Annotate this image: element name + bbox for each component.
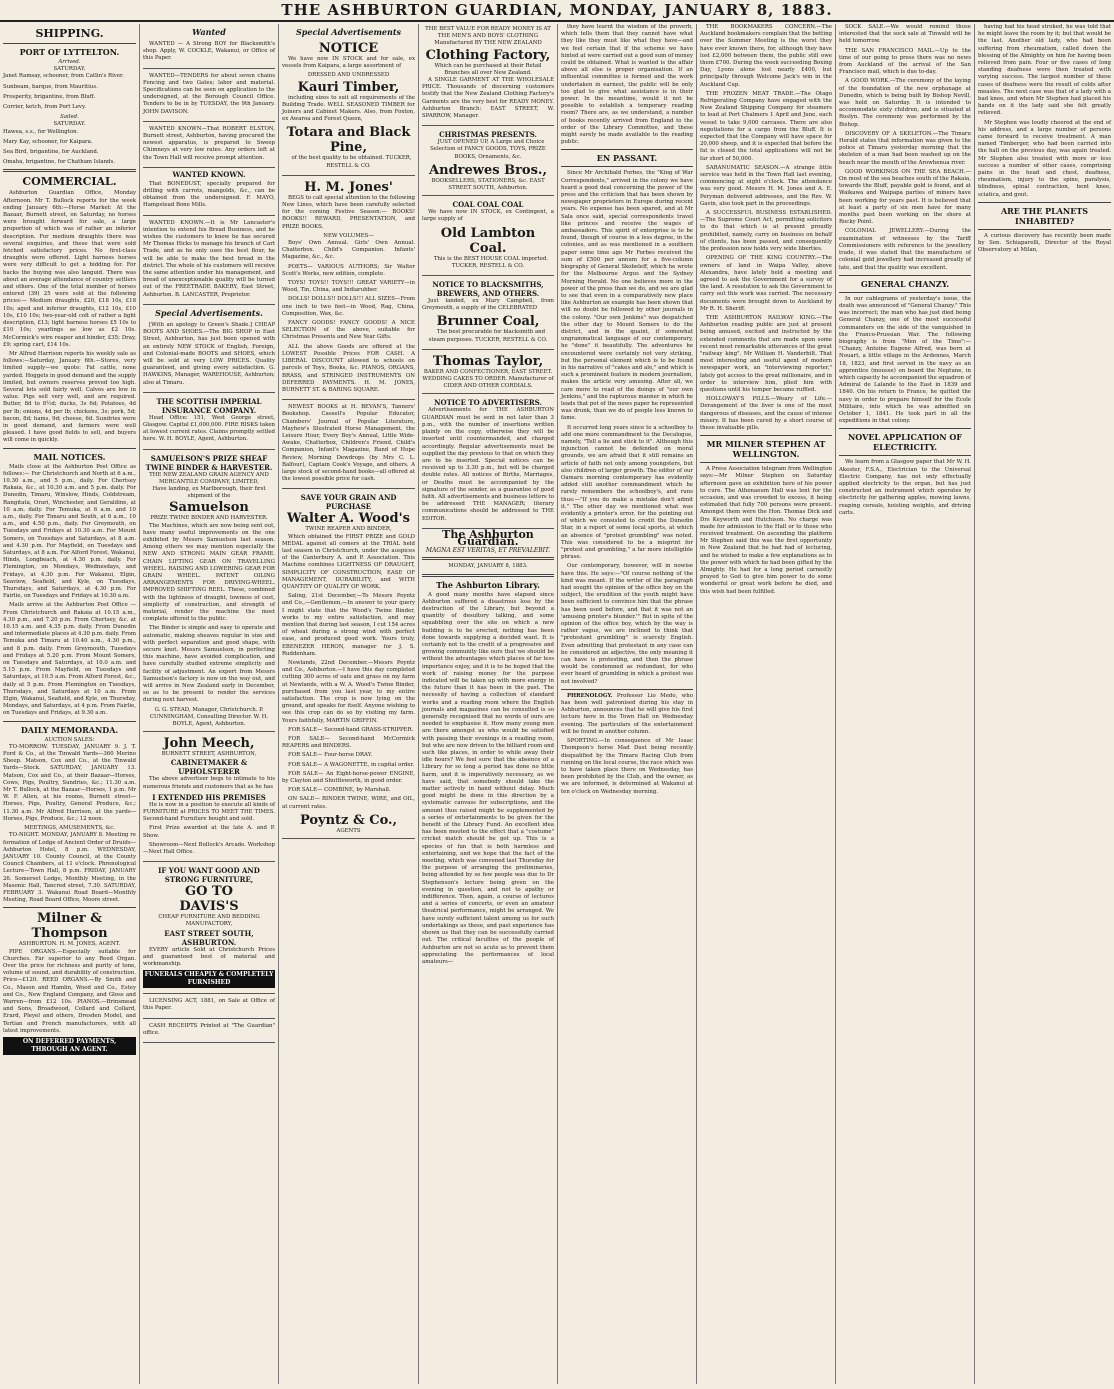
ad-coal: [422, 198, 554, 276]
ad-meech: [143, 734, 275, 862]
arrived-line: Prosperity, brigantine, from Bluff.: [3, 93, 96, 100]
ad-text: Boys' Own Annual. Girls' Own Annual. Chatterbox. Child's Companion. Infants' Magazine, &c., &c.: [282, 240, 415, 261]
news-item: GOOD WORKINGS ON THE SEA BEACH.—On most of the sea beaches south of the Rakaia, towards the Bluff, payable gold is found, and at Waikawa and Waipapa parties of miners have been working for years past. It is believed that at least a party of six men have for many months past been working on the shore at Rocky Point.: [839, 168, 971, 226]
news-item: OPENING OF THE KING COUNTRY.—The owners of land in Waipa Valley, above Alexandra, have lately held a meeting and agreed to ask the Government for a survey of the land. A resolution to ask the Government to carry out this work was carried. The necessary documents were brought down to Auckland by Mr R. H. Sheriff.: [700, 255, 832, 312]
for-sale-item: FOR SALE— Second-hand GRASS-STRIPPER.: [288, 726, 414, 733]
leader-text: A good many months have elapsed since Ashburton suffered a disastrous loss by the destruction of the Library, but beyond a quantity of desultory talking, and some squabbling over the site on which a new building is to be erected, nothing has been done towards supplying a decided want. It is certainly not to the credit of a progressive and growing community like ours that we should be without the advantages which places of far less importance enjoy, and it is to be hoped that the work of raising money for the purpose indicated will be taken up with more energy in the future than it has been in the past. The necessity of having a collection of standard works and a reading room where the English journals and magazines can be consulted is so generally recognised that no words of ours are needed to emphasise it. How many young men are there amongst us who would be satisfied with passing their evenings in a reading room, but who are now driven to the billiard room and such like places, in order to while away their idle hours? We feel sure that the absence of a Library for so long a period has done no little harm, and it is imperatively necessary, as we have said, that somebody should take the matter actively in hand without delay. Much good might be done in this direction by a systematic canvass for subscriptions, and the amount thus raised might be supplemented by a series of entertainments to be given for the benefit of the Library Fund. An excellent idea has been mooted to the effect that a "costume" cricket match should be got up. This is a species of fun that is both harmless and entertaining, and we hope that the fact of the meeting, which was convened last Thursday for the purpose of arranging the preliminaries, being attended by so few people was due to Dr Stephenson's lecture being given on the evening in question, and not to apathy or indifference. Then, again, a course of lectures and a series of concerts, or even an amateur theatrical performance, might be arranged. We have surely sufficient talent among us for such undertakings as these, and past experience has shown us that they can be successfully carried out. The critical faculties of the people of Ashburton are not so acute as to prevent them appreciating the performances of local amateurs—: [422, 591, 554, 965]
leader-heading: The Ashburton Library.: [436, 579, 540, 590]
en-passant-heading: EN PASSANT.: [596, 153, 658, 164]
samuelson-name: Samuelson: [169, 500, 249, 516]
ad-taylor: [422, 352, 554, 395]
davis-sub: CHEAP FURNITURE AND BEDDING MANUFACTORY,: [158, 914, 260, 928]
ad-text: That BONEDUST, specially prepared for drilling with carrots, mangolds, &c., can be obtained from the undersigned. F. MAYO, Hampstead Bone Mills.: [143, 180, 275, 209]
ad-bonedust: [143, 179, 275, 216]
jones-title: H. M. Jones': [304, 179, 393, 195]
en-passant-1: Since Mr Archibald Forbes, the "King of War Correspondents," arrived in the colony we have heard a good deal concerning the power of the press and the criticism that has been shown by newspaper proprietors in Europe during recent years. No expense has been spared, and at Mr Sala once said, special correspondents travel like princes and receive the wages of ambassadors. This spirit of enterprise is to be found, though of course in a less degree, in the colonies, and as was mentioned in a southern paper some time ago Mr Forbes received the sum of £500 per annum for a five-column biography of General Skobeleff, which he wrote for the Melbourne Argus and the Sydney Morning Herald. No one believes more in the power of the press than we do, and we are glad to see that even in a comparatively new place like Ashburton an example has been shown that will no doubt be followed by other journals in the colony. "Our own Jenkins" was despatched the other day to Mount Somers to do the district, and in the quaint, if somewhat ungrammatical language of our contemporary, he "done" it beautifully. The adventures he encountered were certainly not very striking, but the personal element which is to be found in his narrative of "cakes and ale," and which is such a prominent feature in modern journalism, makes the article very amusing. After all, we care more to read of the doings of "our own Jenkins," and the rapturous manner in which he leads that pot of the news paper he represented was drunk, than we do of people less known to fame.: [561, 170, 693, 422]
jones-volumes: NEW VOLUMES—: [323, 232, 374, 239]
ad-text: TOYS! TOYS!! TOYS!!! GREAT VARIETY—in Wood, Tin, China, and Indiarubber.: [282, 280, 415, 294]
motto: MAGNA EST VERITAS, ET PREVALEBIT.: [425, 547, 551, 555]
meech-addr: BURNETT STREET, ASHBURTON,: [161, 751, 257, 758]
ad-text: WANTED—TENDERS for about seven chains Fencing and two Gates; labor and material. Specifications can be seen on application to the undersigned, at the Borough Council Office. Tenders to be in by TUESDAY, the 9th January. JOHN DAVISON.: [143, 72, 275, 115]
davis-goto: GO TO: [185, 884, 233, 900]
meech-title: John Meech,: [163, 736, 255, 752]
ad-text: POETS— VARIOUS AUTHORS; Sir Walter Scott's Works, new edition, complete.: [282, 263, 415, 277]
wanted-known-heading: WANTED KNOWN.: [172, 169, 246, 179]
ad-samuelson: [143, 452, 275, 733]
ad-davis: [143, 864, 275, 994]
samuelson-sign: G. G. STEAD, Manager, Christchurch. P. CUNNINGHAM, Consulting Director. W. H. BOYLE, Agent, Ashburton.: [149, 706, 269, 728]
ad-text: DOLLS! DOLLS!! DOLLS!!! ALL SIZES—From one inch to two feet—in Wood, Rag, China, Composition, Wax, &c.: [282, 296, 415, 317]
ad-text: LICENSING ACT, 1881, on Sale at Office of this Paper.: [143, 998, 275, 1012]
sailed-line: Omaha, brigantine, for Chatham Islands.: [3, 159, 115, 166]
leader-continued: they have learnt the wisdom of the proverb, which tells them that they cannot have what they like they must like what they have—and we feel certain that if the scheme we have hinted at were carried out a good sum of money could be obtained. What is wanted is the affair above all else is proper organisation. If an influential committee is formed and the work undertaken in earnest, the public will be only too glad to give what assistance is in their power. In the meantime, would it not be possible to establish a temporary reading room? There are, as we understand, a number of books recently arrived from England to the order of the Library Committee, and these might surely be made available to the reading public.: [561, 24, 693, 146]
phrenology-text: Professor Lio Medo, who has been well patronised during his stay in Ashburton, announces that he will give his first lecture here in the Town Hall on Wednesday evening. The particulars of the entertainment will be found in another column.: [561, 692, 693, 735]
ad-licensing: [143, 996, 275, 1018]
stephen-text: A Press Association telegram from Wellington says:—Mr Milner Stephen on Saturday afternoon gave an exhibition here of his power to cure. The Athenaeum Hall was lent for the occasion, and was crowded to excess, it being estimated that fully 700 persons were present. Amongst them were the Hon. Thomas Dick and Drs Keyworth and Hutchison. No charge was made for admission to the Hall or to those who received treatment. On ascending the platform Mr Stephen said this was the first opportunity in New Zealand that he had had of lecturing, and he wished to make a few explanations as to the power with which he had been gifted by the Almighty. He had for a long period carnestly prayed to God to give him power to do some wonderful or great work before he died, and this wish had been fulfilled.: [700, 466, 832, 595]
chanzy-text: In our cablegrams of yesterday's issue, the death was announced of "General Chanzy." This was incorrect; the man who has just died being General Chanzy, one of the most successful commanders on the side of the vanquished in the Franco-Prussian War. The following biography is from "Men of the Time":— "Chanzy, Antoine Eugene Alfred, was born at Nouart, a little village in the Ardennes, March 18, 1823, and first served in the navy as an apprentice (mousse) on board the Neptune, in which capacity he accompanied the squadron of Admiral de Lalande to the East in 1839 and 1840. On his return to France, he quitted the navy in order to prepare himself for the Ecole Militaire, into which he was admitted on October 1, 1841. He took part in all the expeditions in that colony.: [839, 295, 971, 425]
news-item: SARANUMATIC SEASON.—A strange little service was held in the Town Hall last evening, commencing at eight o'clock. The attendance was very good. Messrs H. M. Jones and A. E. Peryman delivered addresses, and the Rev. W. Gavin, also took part in the proceedings.: [700, 164, 832, 207]
mail-closing: Mails close at the Ashburton Post Office as follows:— For Christchurch and North at 6 a.m., 10.30 a.m., and 5 p.m., daily. For Chertsey Rakaia, &c., at 10.30 a.m. and 5 p.m. daily. For Dunedin, Timaru, Winslow, Hinds, Coldstream, Rangitata, Orari, Winchester, and Geraldine, at 10 a.m. daily. For Temuka, at 6 a.m. and 10 a.m., daily. For Timaru and South, at 6 a.m., 10 a.m., and 4.50 p.m., daily. For Greymouth, on Tuesdays and Fridays at 10.30 a.m. For Mount Somers, on Tuesdays and Saturdays, at 8 a.m. and 4.30 p.m. For Mayfield, on Tuesdays and Saturdays, at 8 a.m. For Alford Forest, Wakanui, Hinds, Longbeach, at 4.30 p.m. daily. For Flemington, on Mondays, Wednesdays, and Fridays, at 4.30 p.m. For Wakanui, Elgin, Seaview, Seafield, and Kyle, on Tuesdays, Thursdays, and Saturdays, at 4.30 p.m. For Fairlie, on Tuesdays and Fridays at 10.30 a.m.: [3, 463, 136, 600]
ad-text: The Machines, which are now being sent out, have many useful improvements on the one exhibited by Messrs Samuelson last season. Among others we may mention especially the NEW AND STRONG MAIN GEAR FRAME. CHAIN LIFTING GEAR ON TRAVELLING WHEEL. RAISING AND LOWERING GEAR FOR GRAIN WHEEL. PATENT OILING ARRANGEMENTS FOR DRIVING-WHEEL. IMPROVED SHIFTING REEL. These, combined with the lightness of draught, lowness of cost, simplicity of construction, and strength of material, render the machine the most complete offered to the public.: [143, 522, 275, 623]
guardian-nameplate: The Ashburton Guardian.: [442, 527, 534, 548]
for-sale-item: ON SALE— BINDER TWINE, WIRE, and OIL, at current rates.: [282, 796, 415, 810]
samuelson-sub: Have landing, ex Marlborough, their first shipment of the: [152, 485, 266, 500]
meetings-list: TO-NIGHT. MONDAY, JANUARY 8. Meeting re formation of Lodge of Ancient Order of Druids—Ashburton Hotel, 8 p.m. WEDNESDAY, JANUARY 10. County Council, at the County Council Chambers, at 11 o'clock. Phrenological Lecture—Town Hall, 8 p.m. FRIDAY, JANUARY 26. Somerset Lodge, Monthly Meeting, in the Masonic Hall, Tancred street, 7.30. SATURDAY, FEBRUARY 3. Wakanui Road Board—Monthly Meeting, Road Board Office, Moore street.: [3, 832, 136, 904]
ad-text: Head Office: 151, West George street, Glasgow. Capital £1,000,000. FIRE RISKS taken at lowest current rates. Claims promptly settled here. W. H. BOYLE, Agent, Ashburton.: [143, 414, 275, 443]
clothing-sub: Which can be purchased at their Retail Branches all over New Zealand.: [434, 62, 542, 76]
meetings-heading: MEETINGS, AMUSEMENTS, &c.: [24, 825, 115, 832]
electricity-heading: NOVEL APPLICATION OF ELECTRICITY.: [847, 432, 962, 453]
samuelson-head: SAMUELSON'S PRIZE SHEAF TWINE BINDER & HARVESTER.: [145, 453, 273, 472]
ad-clothing: [422, 24, 554, 126]
ad-text: The Binder is simple and easy to operate and automatic, making sheaves regular in size and with perfect separation and good shape, with secure knot. Messrs Samuelson, in perfecting this machine, have avoided complication, and have carefully studied extreme simplicity and facility of adjustment. An expert from Messrs Samuelson's factory is now on the way out, and will arrive in New Zealand early in December, so as to be present to render the services during next harvest.: [143, 625, 275, 704]
ad-jones: [282, 178, 415, 400]
clothing-title: Clothing Factory,: [425, 47, 551, 63]
column-4: [419, 24, 558, 1384]
for-sale-item: FOR SALE— Four-horse DRAY.: [288, 752, 373, 759]
auction-heading: AUCTION SALES:: [44, 736, 95, 743]
ad-text: CASH RECEIPTS Printed at "The Guardian" office.: [143, 1022, 275, 1036]
sailed-line: Sea Bird, brigantine, for Auckland.: [3, 149, 99, 156]
phrenology-note: [561, 693, 693, 736]
milner-text: PIPE ORGANS.—Especially suitable for Churches. Far superior to any Reed Organ. Over the price for richness and purity of tone, volume of sound, and durability of construction. Price—£120. REED ORGANS.—By Smith and Co., Mason and Hamlin, Wood and Co., Estey and Co., New England Company, and Gloss and Warren—from £12 10s. PIANOS.—Brinsmead and Sons, Broadwood, Collard and Collard, Erard, Pleyel and others, Dresden Model, and Tertian and French manufacturers, with all latest improvements.: [3, 948, 136, 1034]
ad-text: This is the BEST HOUSE COAL imported. TUCKER, RESTELL & CO.: [433, 255, 549, 269]
ad-wood: [282, 491, 415, 839]
ad-text: We have now IN STOCK, ex Contingent, a large supply of: [422, 209, 554, 223]
column-8: [975, 24, 1114, 1384]
davis-addr: EAST STREET SOUTH, ASHBURTON.: [164, 928, 254, 947]
commercial-heading: COMMERCIAL.: [22, 175, 117, 189]
stephen-continued: having had his head stroked, he was told that he might leave the room by it; but that would be the last. Another old lady, who had been suffering from rheumatism, called down the blessing of the Almighty on him for having been relieved from pain. Four or five cases of long standing deafness were then treated with varying success. The largest number of these cases of deafness were the result of colds after measles. The next case was that of a lady with a bad knee, and when Mr Stephen had placed his hands on it the lady said she felt greatly relieved.: [978, 24, 1111, 117]
news-item: A SUCCESSFUL BUSINESS ESTABLISHED.—The Supreme Court Act, permitting solicitors to do that which is at present proudly prohibited, namely, carry on business on behalf of clients, has been passed, and consequently the profession now holds very wide liberties.: [700, 210, 832, 253]
issue-date: MONDAY, JANUARY 8, 1883.: [448, 563, 528, 570]
davis-intro: IF YOU WANT GOOD AND STRONG FURNITURE,: [158, 866, 260, 885]
shipping-heading: SHIPPING.: [35, 27, 104, 40]
andrewes-sub: BOOKSELLERS, STATIONERS, &c. EAST STREET SOUTH, Ashburton.: [431, 177, 545, 192]
ad-brunner: [422, 278, 554, 350]
ad-tenders: [143, 71, 275, 122]
news-item: THE ASHBURTON RAILWAY KING.—The Ashburton reading public are just at present being amused, excited and instructed by the extended comments that are made upon some recent most remarkable utterances of the great "railway king". Mr William H. Vanderbilt. That most interesting and useful agent of modern newspaper work, an "interviewing reporter," lately got access to the great millionaire, and in order to interview him, plied him with questions until his temper became ruffled.: [700, 314, 832, 393]
ad-text: of the best quality to be obtained. TUCKER, RESTELL & CO.: [291, 155, 412, 169]
arrived-day: SATURDAY.: [53, 66, 86, 73]
column-5: [558, 24, 697, 1384]
column-2: [140, 24, 279, 1384]
ad-bevan: [282, 402, 415, 489]
davis-title: DAVIS'S: [179, 899, 239, 915]
ad-christmas: [422, 128, 554, 196]
special-heading: Special Advertisements.: [155, 307, 263, 318]
arrived-line: Sunbeam, barque, from Mauritius.: [3, 83, 98, 90]
ad-text: Advertisements for THE ASHBURTON GUARDIAN must be sent in not later than 3 p.m., with the number of insertions written plainly on the copy, otherwise they will be inserted until countermanded, and charged accordingly. Regular advertisements must be supplied the day previous to that on which they are to be inserted. Special notices can be received up to 3.30 p.m., but will be charged double rates. All notices of Births, Marriages, or Deaths must be accompanied by the signature of the sender, as a guarantee of good faith. All advertisements and business letters to be addressed THE MANAGER; literary communications should be addressed to THE EDITOR.: [422, 407, 554, 522]
ad-text: WANTED KNOWN.—It is Mr Lancaster's intention to extend his Bread Business, and he wishes the customers to know he has secured Mr Thomas Hicks to manage his branch of Cart Trade, and as he only uses the best flour, he will be able to make the best bread in the district. The whole of his customers will receive the same attention under his management, and bread of unexceptionable quality will be turned out of the FREETRADE BAKERY, East Street, Ashburton. B. LANCASTER, Proprietor.: [143, 219, 275, 298]
ad-kauri: [282, 39, 415, 176]
sailed-label: Sailed.: [60, 114, 79, 121]
ad-text: [With an apology to Green's Shade.] CHEAP BOOTS AND SHOES.—The BIG SHOP in East Street, Ashburton, has just been opened with an entirely NEW STOCK of English, Foreign, and Colonial-made BOOTS and SHOES, which will be sold at very LOW PRICES. Quality guaranteed, and giving every satisfaction. G. HAWKINS, Manager, WAREHOUSE, Ashburton; also at Timaru.: [143, 321, 275, 386]
lambton-title: Old Lambton Coal.: [440, 225, 536, 256]
planets-heading: ARE THE PLANETS INHABITED?: [1000, 205, 1089, 226]
notice-adv-title: NOTICE TO ADVERTISERS.: [434, 398, 542, 408]
samuelson-prize: PRIZE TWINE BINDER AND HARVESTER.: [150, 515, 268, 522]
stephen-heading: MR MILNER STEPHEN AT WELLINGTON.: [706, 439, 826, 460]
ad-text: NEWEST BOOKS at H. BEVAN'S, Tanners' Bookshop. Cassell's Popular Educator, Chambers' Journal of Popular Literature, Mayhew's Illustrated Horse Management, the Leisure Hour, Every Boy's Annual, Little Wide-Awake, Chatterbox, Children's Friend, Child's Companion, Infant's Magazine, Band of Hope Review, Morning Dewdrops (by Mrs C. L. Balfour), Captain Cook's Voyage, and others. A large stock of second-hand books—all offered at the lowest possible price for cash.: [282, 404, 415, 483]
ad-text: WANTED KNOWN—That ROBERT ELSTON, Burnett street, Ashburton, having procured the newest apparatus, is prepared to Sweep Chimneys at very low rates. Any orders left at the Town Hall will receive prompt attention.: [143, 125, 275, 161]
funerals-banner: FUNERALS CHEAPLY & COMPLETELY FURNISHED: [144, 971, 274, 987]
en-passant-2: It occurred long years since to a schoolboy to add one more commandment to the Decalogue, namely, "Tell a lie and stick to it". Although this injunction cannot be defended on moral grounds, we are afraid that it still remains an article of faith not only among youngsters, but also children of larger growth. The editor of our Oamaru morning contemporary has evidently added still another commandment which he rarely remembers the schoolboy's, and runs thus:—"If you do make a mistake don't admit it." The other day we mentioned what was evidently a printer's error, for the pointing out of which we consisted to credit the Dunedin Star, in a report of some local sports, at which an absence of "protest grumbling" was noted. This was considered to be a misprint for "protest and grumbling," a far more intelligible phrase.: [561, 424, 693, 561]
port-heading: PORT OF LYTTELTON.: [19, 47, 120, 57]
ad-wanted-boy: [143, 39, 275, 69]
ad-text: Showroom—Next Bullock's Arcade. Workshop—Next Hall Office.: [143, 841, 275, 856]
milner-agent: ASHBURTON. H. M. JONES, AGENT.: [18, 941, 121, 948]
masthead: THE ASHBURTON GUARDIAN, MONDAY, JANUARY 8, 1883.: [0, 0, 1114, 22]
news-item: SOCK SALE.—We would remind those interested that the sock sale at Tinwald will be held tomorrow.: [839, 24, 971, 45]
ad-text: FANCY GOODS! FANCY GOODS! A NICE SELECTION of the above, suitable for Christmas Presents and New Year Gifts.: [282, 320, 415, 341]
poyntz-agents: AGENTS: [336, 827, 361, 834]
ad-text: We have now IN STOCK and for sale, ex vessels from Kaipara, a large assortment of: [282, 56, 415, 70]
arrived-line: Corrier, ketch, from Port Levy.: [3, 104, 86, 111]
ad-text: The best procurable for blacksmith and steam purposes. TUCKER, RESTELL & CO.: [428, 329, 548, 343]
for-sale-item: FOR SALE— COMBINE, by Marshall.: [288, 787, 391, 794]
column-7: [836, 24, 975, 1384]
mail-heading: MAIL NOTICES.: [33, 451, 106, 462]
ad-text: Newlands, 22nd December.—Messrs Poyntz and Co., Ashburton.—I have this day completed cutting 300 acres of oats and grass on my farm at Newlands, with a W. A. Wood's Twine Binder, purchased from you last year, to my entire satisfaction. The crop is now lying on the ground, and speaks for itself. Anyone wishing to see this crop can do so by visiting my farm. Yours faithfully, MARTIN GRIFFIN.: [282, 660, 415, 724]
milner-thompson-title: Milner & Thompson: [31, 911, 108, 942]
ad-text: First Prize awarded at the late A. and P. Show.: [143, 825, 275, 839]
electricity-text: We learn from a Glasgow paper that Mr W. H. Akester, F.S.A., Electrician to the Universal Electric Company, has not only effectually applied electricity to the organ, but has just constructed an instrument which operates by electricity for gathering apples, mowing lawns, reaping cereals, hoisting weights, and driving carts.: [839, 459, 971, 516]
ad-text: The above advertiser begs to intimate to his numerous friends and customers that as he has: [143, 776, 275, 790]
sailed-day: SATURDAY.: [53, 121, 86, 128]
wanted-heading: Wanted: [192, 27, 226, 37]
ad-text: He is now in a position to execute all kinds of FURNITURE at PRICES TO MEET THE TIMES. Second-hand Furniture bought and sold.: [143, 801, 275, 823]
stephen-continued-2: Mr Stephen was loudly cheered at the end of his address, and a large number of persons came forward to receive treatment. A man named Timberger, who had been carried into the hall on the previous day, was again treated. Mr Stephen also treated with more or less success a number of other cases, comprising pains in the head and chest, deafness, rheumatism, injury to the spine, paralysis, blindness, spinal contraction, bent knee, sciatica, and gout.: [978, 119, 1111, 198]
for-sale-item: FOR SALE— A WAGONETTE, in capital order.: [288, 761, 415, 768]
news-item: THE BOOKMAKERS CONCERN.—The Auckland bookmakers complain that the betting over the Summer Meeting is the worst they have ever known there, for, although they have lost £2,000 between them, the public still owe them £700. During the week succeeding Boxing Day, Lyons alone lost nearly £400, but principally through Welcome Jack's win in the Auckland Cup.: [700, 24, 832, 88]
christmas-title: CHRISTMAS PRESENTS.: [439, 130, 537, 140]
ad-text: ALL the above Goods are offered at the LOWEST Possible Prices FOR CASH. A LIBERAL DISCOUNT allowed to schools on parcels of Toys, Books, &c. PIANOS, ORGANS, BRASS, and STRINGED INSTRUMENTS ON DEFERRED PAYMENTS. H. M. JONES, BURNETT ST. & BARING SQUARE.: [282, 343, 415, 393]
ad-text: Saling, 21st December,—To Messrs Poyntz and Co.,—Gentlemen,—In answer to your query I might state that the Wood's Twine Binder, works to my entire satisfaction, and may mention that during last season, I cut 154 acres of wheat during a strong wind with perfect ease, and produced good work. Yours truly, EBENEZER HERON, manager for J. S. Ruddenham.: [282, 593, 415, 657]
meech-caps: I EXTENDED HIS PREMISES: [152, 792, 266, 802]
andrewes-title: Andrewes Bros.,: [429, 162, 547, 178]
column-3: [279, 24, 419, 1384]
mail-arrival: Mails arrive at the Ashburton Post Office — From Christchurch and Rakaia at 10.15 a.m., 4.30 p.m., and 7.20 p.m. From Chertsey, &c. at 10.15 a.m. and 4.35 p.m. daily. From Dunedin and intermediate places at 4.30 p.m. daily. From Temuka and Timaru at 10.40 a.m., 4.30 p.m., and 8 p.m. daily. From Greymouth, Tuesdays and Fridays at 5.20 p.m. From Mount Somers, on Tuesdays and Saturdays, at 10.0 a.m. and 5.15 p.m. From Mayfield, on Tuesdays and Saturdays, at 10.5 a.m. From Alford Forest, &c., daily at 5 p.m. From Flemington on Tuesdays, Thursdays, and Saturdays at 10 a.m. From Elgin, Wakanui, Seafield, and Kyle, on Thursday, Mondays, and Saturdays, at 4 p.m. From Fairlie, on Tuesdays and Fridays, at 9.30 a.m.: [3, 602, 136, 717]
for-sale-item: FOR SALE— An Eight-horse-power ENGINE, by Clayton and Shuttleworth, in good order.: [282, 770, 415, 785]
ad-text: Just landed, ex Mary Campbell, from Greymouth, a supply of the CELEBRATED: [422, 298, 554, 312]
clothing-intro: THE BEST VALUE FOR READY MONEY IS AT THE MEN'S AND BOYS' CLOTHING Manufactured BY THE NEW ZEALAND: [425, 26, 551, 47]
special-heading: Special Advertisements: [295, 27, 402, 37]
wood-sub: TWINE REAPER AND BINDER,: [305, 526, 392, 533]
for-sale-item: FOR SALE— Second-hand McCormick REAPERS and BINDERS.: [282, 736, 415, 750]
ad-text: EVERY article Sold at Christchurch Prices and guaranteed best of material and workmanship.: [143, 946, 275, 968]
news-item: COLONIAL JEWELLERY.—During the examination of witnesses by the Tariff Commissioners with reference to the jewellery trade, it was stated that the manufacture of colonial gold jewellery had increased greatly of late, and that the quality was excellent.: [839, 228, 971, 271]
column-1: [0, 24, 140, 1384]
deferred-payments-banner: ON DEFERRED PAYMENTS, THROUGH AN AGENT.: [3, 1037, 136, 1055]
ad-text: including sizes to suit all requirements of the Building Trade. WELL SEASONED TIMBER for Joiners and Cabinet Makers. Also, from Foxton, ex Awaroa and Forest Queen,: [282, 94, 415, 123]
ad-boots: [143, 320, 275, 393]
arrived-line: Janet Ramsay, schooner, from Catlin's River.: [3, 73, 124, 80]
coal-title: COAL COAL COAL: [452, 200, 524, 210]
arrived-label: Arrived.: [58, 59, 81, 65]
ad-text: WANTED — A Strong BOY for Blacksmith's shop. Apply, W. COCKLE, Wakanui, or Office of this Paper.: [143, 41, 275, 62]
commercial-report-2: Mr Alfred Harrison reports his weekly sale as follows:—Saturday, January 6th.—Stores, very limited supply—we quote: Fat cattle, none yarded. Hoggets in good demand and the supply limited, but owners reserves proved too high. Several lots sold fairly well. Calves are low in value. Pigs sell very well, and are required. Butter, 8d to 8½d; ducks, 3s 6d; Potatoes, 4d per lb; onions, 4d per lb; chickens, 3s; pork, 5d; bacon, 8d; hams, 9d; cheese, 6d. Sundries were in good demand, and farmers were well pleased. I have good fields to sell, and buyers will come in quickly.: [3, 350, 136, 444]
news-item: A GOOD WORK.—The ceremony of the laying of the foundation of the new orphanage at Dunedin, which is being built by Bishop Nevill, was held on Saturday. It is intended to accommodate sixty children, and is situated at Roslyn. The ceremony was performed by the Bishop.: [839, 78, 971, 128]
notice-smiths: NOTICE TO BLACKSMITHS, BREWERS, AND OTHERS.: [432, 280, 544, 299]
totara-title: Totara and Black Pine,: [286, 125, 411, 156]
auction-list: TO-MORROW. TUESDAY, JANUARY 9. J. T. Ford & Co., at the Tinwald Yards—360 Merino Sheep. Matson, Cox and Co., at the Tinwald Yards—Stock. SATURDAY, JANUARY 13. Matson, Cox and Co., at their Bazaar—Horses, Cows, Pigs, Poultry, Sundries, &c.; 11.30 a.m. Mr T. Bullock, at the Bazaar—Horses, 1 p.m. Mr W. F. Allen, at his rooms, Burnett street—Horses, Pigs, Poultry, General Produce, &c.; 11.30 a.m. Mr Alfred Harrison, at the yards—Horses, Pigs, Produce, &c.; 12 noon.: [3, 743, 136, 822]
taylor-title: Thomas Taylor,: [432, 353, 544, 369]
kauri-title: Kauri Timber,: [297, 79, 400, 95]
samuelson-agency: THE NEW ZEALAND GRAIN AGENCY AND MERCANTILE COMPANY, LIMITED,: [149, 471, 269, 485]
news-item: THE SAN FRANCISCO MAIL.—Up to the time of our going to press there was no news from Auckland of the arrival of the San Francisco mail, which is due to-day.: [839, 47, 971, 76]
save-grain: SAVE YOUR GRAIN AND PURCHASE: [300, 493, 397, 512]
news-item: DISCOVERY OF A SKELETON.—The Timaru Herald states that information was given to the police at Timaru yesterday morning that the skeleton of a man had been washed up on the beach near the mouth of the Arowhenua river.: [839, 130, 971, 166]
notice-title: NOTICE: [318, 41, 379, 56]
ad-cash: [143, 1021, 275, 1043]
notice-advertisers: [422, 396, 554, 528]
sailed-line: Mary Kay, schooner, for Kaipara.: [3, 138, 93, 145]
dressed-line: DRESSED AND UNDRESSED: [307, 72, 390, 79]
ad-text: Which obtained the FIRST PRIZE and GOLD MEDAL against all comers at the TRIAL held last season in Christchurch, under the auspices of the Canterbury A. and P. Association. This Machine combines LIGHTNESS OF DRAUGHT, SIMPLICITY OF CONSTRUCTION, EASE OF MANAGEMENT, DURABILITY, and WITH QUANTITY OF QUALITY OF WORK.: [282, 533, 415, 590]
phrenology-title: PHRENOLOGY.: [567, 692, 613, 699]
meech-trade: CABINETMAKER & UPHOLSTERER: [170, 758, 248, 777]
wood-title: Walter A. Wood's: [287, 511, 410, 527]
en-passant-3: Our contemporary, however, will in nowise have this. He says:—"Of course nothing of the kind was meant. If the writer of the paragraph had sought the opinion of the office boy on the subject, the erudition of the youth might have been sufficient to convince him that the phrase has been used before, and that it was not an 'amusing printer's blunder.'" But in spite of the opinion of the office boy, which by the way is rather vague, we are inclined to think that "protestant grumbling" is scarcely English. Even admitting that protestant in any case can be considered an adjective, the only meaning it can have is protesting, and then the phrase would be condemned as redundant, for who ever heard of grumbling in which a protest was not involved?: [561, 563, 693, 685]
scottish-title: THE SCOTTISH IMPERIAL INSURANCE COMPANY.: [156, 396, 262, 415]
ad-chimney: [143, 124, 275, 168]
poyntz-title: Poyntz & Co.,: [299, 812, 398, 828]
commercial-report: Ashburton Guardian Office, Monday Afternoon. Mr T. Bullock reports for the week ending January 6th:—Horse Market: At the Bazaar, Burnett street, on Saturday, no horses were brought forward for sale, a large proportion of which was of rather an inferior description. For medium draughts there was several enquiries, and these that were sold fetched satisfactory prices. No first-class draughts were offered. Light harness horses were very difficult to get a bidding for. For hacks the buying was also languid. There was about an average attendance of country settlers and others. One of the total number of horses entered (39) 25 were sold at the following prices:— Medium draughts, £20, £18 10s, £18 10s; aged and inferior draughts, £12 10s, £10 10s, £10 10s; two-year-old colt of rather a light description, £13; light harness horses £5 10s to £10 10s; yearlings as low as £2 10s. McCormick's wire reaper and binder, £35; Dray, £9; spring cart, £14 10s.: [3, 190, 136, 348]
planets-text: A curious discovery has recently been made by Sen. Schiaparelli, Director of the Royal Observatory at Milan,: [978, 232, 1111, 254]
sailed-line: Hawea, s.s., for Wellington.: [3, 128, 79, 135]
ad-text: A SINGLE GARMENT AT THE WHOLESALE PRICE. Thousands of discerning customers testify that the New Zealand Clothing Factory's Garments are the very best for READY MONEY. Ashburton Branch: EAST STREET, W. SPARROW, Manager.: [422, 77, 554, 120]
news-item: THE FROZEN MEAT TRADE.—The Otago Refrigerating Company have engaged with the New Zealand Shipping Company for steamers to load at Port Chalmers 1 April and June, each vessel to take 9,000 carcases. There are also negotiations for a cargo from the Bluff. It is expected that the Company will have space for 20,000 sheep, and it is expected that before the fat is closed the total applications will not be far short of 50,000.: [700, 90, 832, 162]
chanzy-heading: GENERAL CHANZY.: [860, 278, 950, 289]
ad-bakery: [143, 218, 275, 305]
ad-text: BEGS to call special attention to the following New Lines, which have been carefully selected for the coming Festive Season:— BOOKS! BOOKS!! REWARD, PRESENTATION, and PRIZE BOOKS.: [282, 194, 415, 230]
ad-text: JUST OPENED UP, A Large and Choice Selection of FANCY GOODS, TOYS, PRIZE BOOKS, Ornaments, &c.: [430, 139, 546, 160]
column-6: [697, 24, 836, 1384]
brunner-title: Brunner Coal,: [436, 314, 540, 330]
sporting-note: SPORTING.—In consequence of Mr Isaac Thompson's horse Mad Dust being recently disqualified by the Timaru Racing Club from running on the local course, the race which was to have taken place there on Wednesday, has been prohibited by the Club, and the owner, as we are informed, is determined at Wakanui at ten o'clock on Wednesday morning.: [561, 738, 693, 795]
news-item: HOLLOWAY'S PILLS.—Weary of Life.—Derangement of the liver is one of the most dangerous of diseases, and the cause of intense misery. It has been cured by a short course of these invaluable pills.: [700, 396, 832, 431]
taylor-sub: BAKER AND CONFECTIONER, EAST STREET. WEDDING CAKES TO ORDER. Manufacturer of CIDER AND OTHER CORDIALS.: [422, 368, 554, 390]
memoranda-heading: DAILY MEMORANDA.: [20, 724, 119, 735]
ad-scottish: [143, 395, 275, 450]
